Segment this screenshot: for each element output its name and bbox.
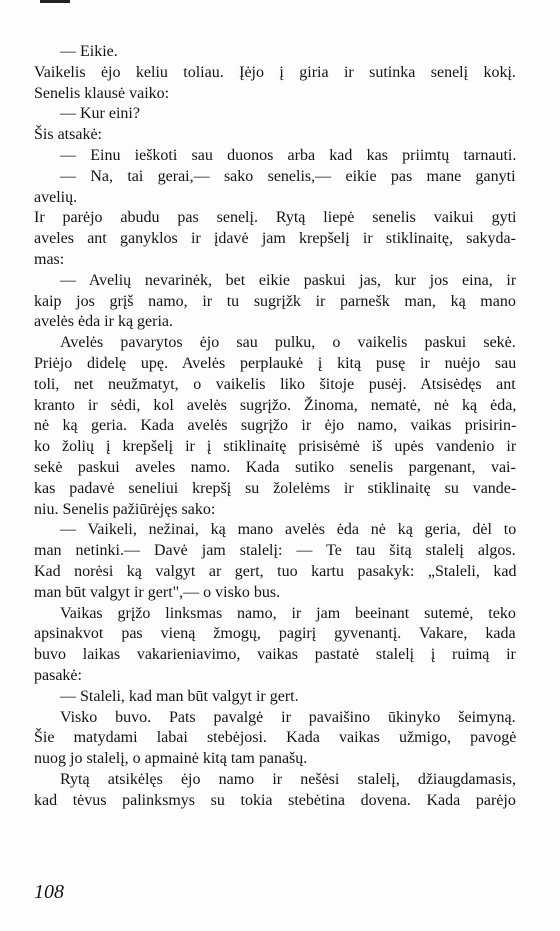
text-line: sekė paskui aveles namo. Kada sutiko senelis pargenant, vai-	[34, 459, 516, 476]
text-line: Visko buvo. Pats pavalgė ir pavaišino ūkinyko šeimyną.	[60, 709, 516, 726]
text-line: man netinki.— Davė jam stalelį: — Te tau šitą stalelį algos.	[34, 542, 516, 559]
text-line: Vaikas grįžo linksmas namo, ir jam beeinant sutemė, teko	[60, 605, 516, 622]
text-line: Ir parėjo abudu pas senelį. Rytą liepė senelis vaikui gyti	[34, 209, 517, 226]
text-line: kranto ir sėdi, kol avelės sugrįžo. Žinoma, nematė, nė ką ėda,	[34, 397, 517, 414]
text-line: Kad norėsi ką valgyt ar gert, tuo kartu pasakyk: „Staleli, kad	[34, 563, 517, 580]
text-line: Šis atsakė:	[34, 126, 102, 143]
text-line: aveles ant ganyklos ir įdavė jam krepšelį ir stiklinaitę, sakyda-	[34, 230, 516, 247]
text-line: Senelis klausė vaiko:	[34, 85, 170, 102]
text-line: avelių.	[34, 189, 78, 206]
text-line: — Na, tai gerai,— sako senelis,— eikie pas mane ganyti	[60, 168, 516, 185]
text-line: — Kur eini?	[60, 105, 140, 122]
text-line: niu. Senelis pažiūrėjęs sako:	[34, 501, 216, 518]
text-line: Avelės pavarytos ėjo sau pulku, o vaikelis paskui sekė.	[60, 334, 516, 351]
page-number: 108	[34, 881, 64, 903]
text-line: Priėjo didelę upę. Avelės perplaukė į kitą pusę ir nuėjo sau	[34, 355, 517, 372]
top-edge-mark	[40, 0, 70, 3]
text-line: — Eikie.	[60, 43, 118, 60]
text-line: Šie matydami labai stebėjosi. Kada vaikas užmigo, pavogė	[34, 729, 517, 746]
text-line: ko žolių į krepšelį ir į stiklinaitę prisisėmė iš upės vandenio ir	[34, 438, 517, 455]
text-line: — Vaikeli, nežinai, ką mano avelės ėda nė ką geria, dėl to	[60, 521, 517, 538]
text-line: kaip jos grįš namo, ir tu sugrįžk ir parnešk man, ką mano	[34, 293, 516, 310]
text-line: pasakė:	[34, 667, 82, 684]
text-line: kad tėvus palinksmys su tokia stebėtina dovena. Kada parėjo	[34, 792, 516, 809]
text-line: avelės ėda ir ką geria.	[34, 313, 174, 330]
text-line: Vaikelis ėjo keliu toliau. Įėjo į giria ir sutinka senelį kokį.	[34, 64, 516, 81]
text-line: — Avelių nevarinėk, bet eikie paskui jas, kur jos eina, ir	[60, 272, 517, 289]
text-line: — Staleli, kad man būt valgyt ir gert.	[60, 688, 299, 705]
text-line: mas:	[34, 251, 65, 268]
text-line: nė ką geria. Kada avelės sugrįžo ir ėjo namo, vaikas prisirin-	[34, 417, 517, 434]
text-line: toli, net neužmatyt, o vaikelis liko šitoje pusėj. Atsisėdęs ant	[34, 376, 516, 393]
text-line: man būt valgyt ir gert",— o visko bus.	[34, 584, 281, 601]
text-line: apsinakvot pas vieną žmogų, pagirį gyvenantį. Vakare, kada	[34, 625, 516, 642]
text-line: Rytą atsikėlęs ėjo namo ir nešėsi stalelį, džiaugdamasis,	[60, 771, 517, 788]
text-line: — Einu ieškoti sau duonos arba kad kas priimtų tarnauti.	[60, 147, 517, 164]
text-line: nuog jo stalelį, o apmainė kitą tam panašų.	[34, 750, 308, 767]
text-line: buvo laikas vakarieniavimo, vaikas pastatė stalelį į ruimą ir	[34, 646, 516, 663]
text-line: kas padavė seneliui krepšį su žolelėms ir stiklinaitę su vande-	[34, 480, 517, 497]
